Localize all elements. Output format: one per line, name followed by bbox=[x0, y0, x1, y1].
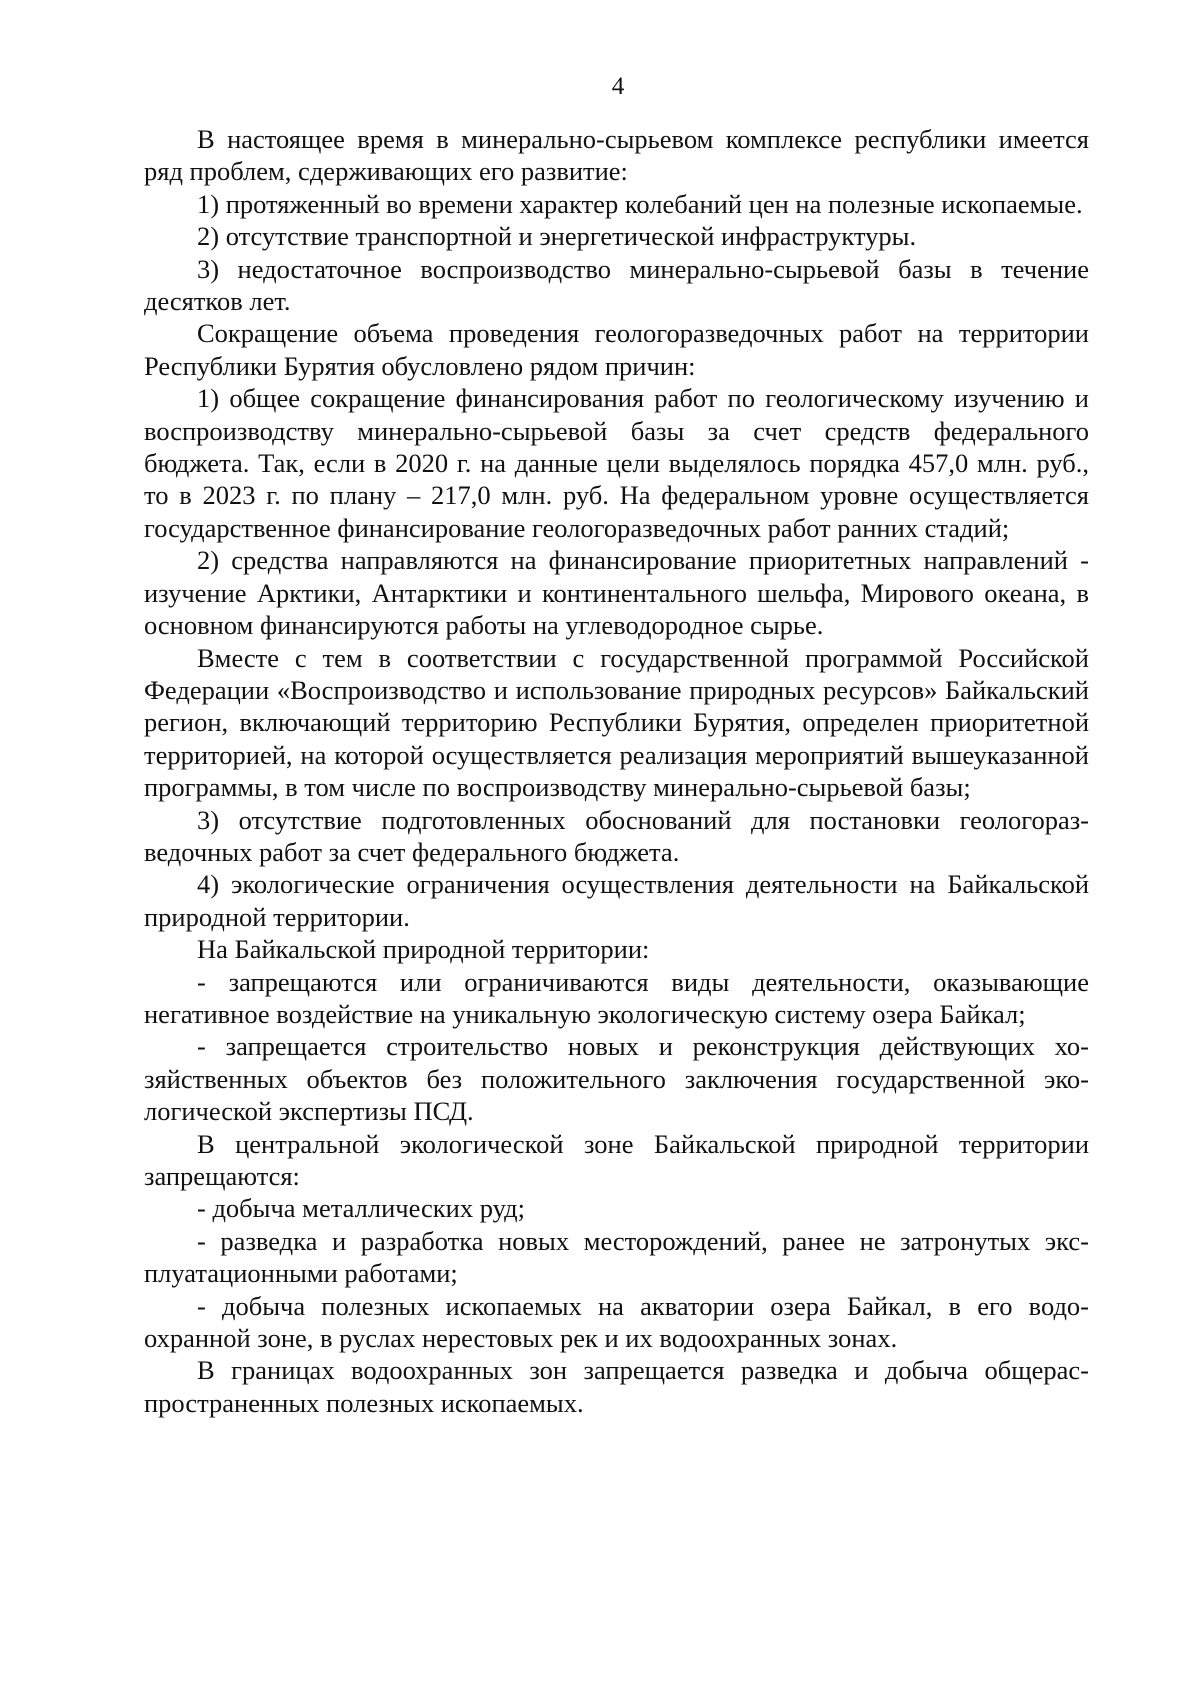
paragraph-central-zone-intro: В центральной экологической зоне Байкальской природной территории запрещаются: bbox=[144, 1128, 1089, 1191]
paragraph-baikal-restriction-2: - запрещается строительство новых и реконструкция действующих хозяйственных объектов без положительного заключения государственной экологической экспертизы ПСД. bbox=[144, 1031, 1089, 1127]
paragraph-baikal-territory-intro: На Байкальской природной территории: bbox=[197, 934, 650, 965]
paragraph-state-program: Вместе с тем в соответствии с государственной программой Российской Федерации «Воспроизводство и использование природных ресурсов» Байкальский регион, включающий территорию Республики Бурятия, определен приоритетной территорией, на которой осуществляется реализация мероприятий вышеуказанной программы, в том числе по воспроизводству минерально-сырьевой базы; bbox=[144, 642, 1089, 803]
paragraph-problem-1: 1) протяженный во времени характер колебаний цен на полезные ископаемые. bbox=[197, 188, 1083, 219]
document-body bbox=[144, 123, 1089, 1419]
paragraph-mineral-problems-intro: В настоящее время в минерально-сырьевом комплексе республики имеется ряд проблем, сдерживающих его развитие: bbox=[144, 124, 1089, 187]
paragraph-central-zone-ban-3: - добыча полезных ископаемых на акватории озера Байкал, в его водоохранной зоне, в руслах нерестовых рек и их водоохранных зонах. bbox=[144, 1290, 1089, 1354]
paragraph-reason-4: 4) экологические ограничения осуществления деятельности на Байкальской природной территории. bbox=[144, 869, 1089, 932]
paragraph-reason-2: 2) средства направляются на финансирование приоритетных направлений - изучение Арктики, Антарктики и континентального шельфа, Мирового океана, в основном финансируются работы на углеводородное сырье. bbox=[144, 545, 1089, 641]
paragraph-baikal-restriction-1: - запрещаются или ограничиваются виды деятельности, оказывающие негативное воздействие на уникальную экологическую систему озера Байкал; bbox=[144, 966, 1089, 1029]
paragraph-central-zone-ban-1: - добыча металлических руд; bbox=[197, 1193, 526, 1224]
paragraph-water-protection-zones: В границах водоохранных зон запрещается разведка и добыча общераспространенных полезных ископаемых. bbox=[144, 1355, 1089, 1418]
paragraph-central-zone-ban-2: - разведка и разработка новых месторождений, ранее не затронутых эксплуатационными работами; bbox=[144, 1225, 1089, 1289]
paragraph-reason-3: 3) отсутствие подготовленных обоснований для постановки геологоразведочных работ за счет федерального бюджета. bbox=[144, 804, 1089, 867]
paragraph-problem-2: 2) отсутствие транспортной и энергетической инфраструктуры. bbox=[197, 221, 917, 252]
paragraph-reason-1: 1) общее сокращение финансирования работ по геологическому изучению и воспроизводству минерально-сырьевой базы за счет средств федерального бюджета. Так, если в 2020 г. на данные цели выделялось порядка 457,0 млн. руб., то в 2023 г. по плану – 217,0 млн. руб. На федеральном уровне осуществляется государственное финансирование геологоразведочных работ ранних стадий; bbox=[144, 383, 1089, 543]
paragraph-reduction-intro: Сокращение объема проведения геологоразведочных работ на территории Республики Бурятия обусловлено рядом причин: bbox=[144, 318, 1089, 381]
page-number: 4 bbox=[611, 73, 625, 100]
paragraph-problem-3: 3) недостаточное воспроизводство минерально-сырьевой базы в течение десятков лет. bbox=[144, 253, 1089, 317]
